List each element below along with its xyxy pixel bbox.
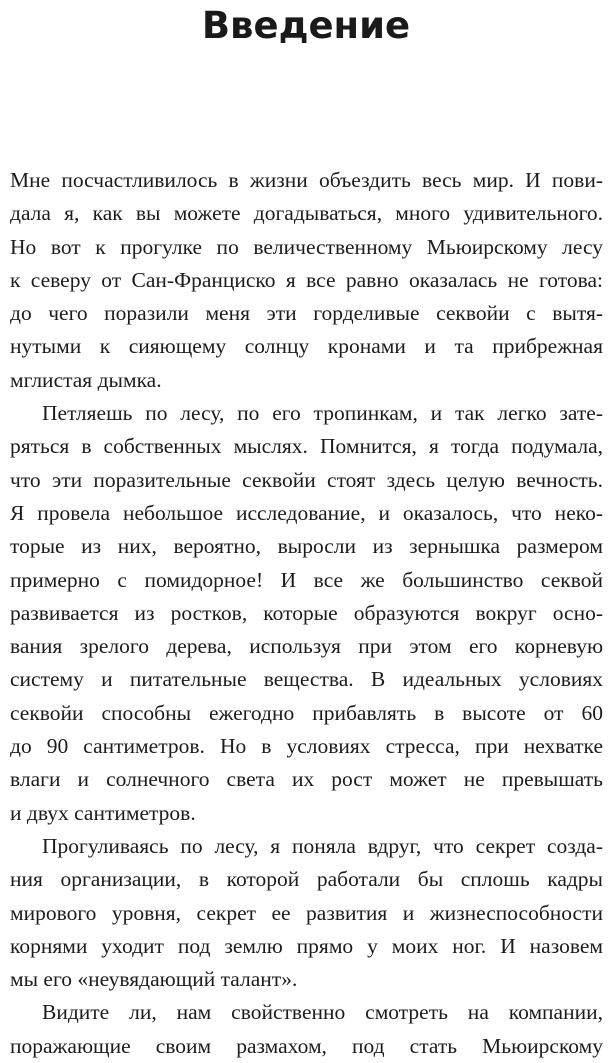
text-line: нутыми к сияющему солнцу кронами и та прибрежная <box>10 334 603 359</box>
text-line: Но вот к прогулке по величественному Мьюирскому лесу <box>10 234 603 259</box>
paragraph-2 <box>10 397 603 830</box>
text-line: корнями уходит под землю прямо у моих ног. И назовем <box>10 933 603 958</box>
text-line: секвойи способны ежегодно прибавлять в высоте от 60 <box>10 700 603 725</box>
text-line: торые из них, вероятно, выросли из зернышка размером <box>10 534 603 559</box>
text-line: влаги и солнечного света их рост может не превышать <box>10 767 603 792</box>
text-line: до 90 сантиметров. Но в условиях стресса, при нехватке <box>10 734 603 759</box>
text-line: мглистая дымка. <box>10 367 162 392</box>
text-line: к северу от Сан-Франциско я все равно оказалась не готова: <box>10 267 603 292</box>
text-line: развивается из ростков, которые образуются вокруг осно- <box>10 600 603 625</box>
text-line: примерно с помидорное! И все же большинство секвой <box>10 567 603 592</box>
text-line: вания зрелого дерева, используя при этом его корневую <box>10 634 603 659</box>
text-line: Я провела небольшое исследование, и оказалось, что неко- <box>10 500 603 525</box>
text-line: Петляешь по лесу, по его тропинкам, и так легко зате- <box>42 401 603 426</box>
text-line: ния организации, в которой работали бы сплошь кадры <box>10 867 603 892</box>
text-line: мирового уровня, секрет ее развития и жизнеспособности <box>10 900 603 925</box>
text-line: ряться в собственных мыслях. Помнится, я тогда подумала, <box>10 434 603 459</box>
paragraph-3 <box>10 830 603 996</box>
text-line: систему и питательные вещества. В идеальных условиях <box>10 667 603 692</box>
text-line: дала я, как вы можете догадываться, много удивительного. <box>10 201 603 226</box>
text-line: Видите ли, нам свойственно смотреть на компании, <box>42 1000 603 1025</box>
text-line: и двух сантиметров. <box>10 800 196 825</box>
text-line: мы его «неувядающий талант». <box>10 967 298 992</box>
paragraph-1 <box>10 164 603 397</box>
text-line: поражающие своим размахом, под стать Мьюирскому <box>10 1033 603 1058</box>
text-line: Прогуливаясь по лесу, я поняла вдруг, что секрет созда- <box>42 833 603 858</box>
chapter-title: Введение <box>201 4 411 47</box>
paragraph-4 <box>10 996 603 1063</box>
text-line: до чего поразили меня эти горделивые секвойи с вытя- <box>10 301 603 326</box>
text-line: что эти поразительные секвойи стоят здесь целую вечность. <box>10 467 603 492</box>
body-text <box>10 164 603 1063</box>
text-line: Мне посчастливилось в жизни объездить весь мир. И пови- <box>10 168 603 192</box>
